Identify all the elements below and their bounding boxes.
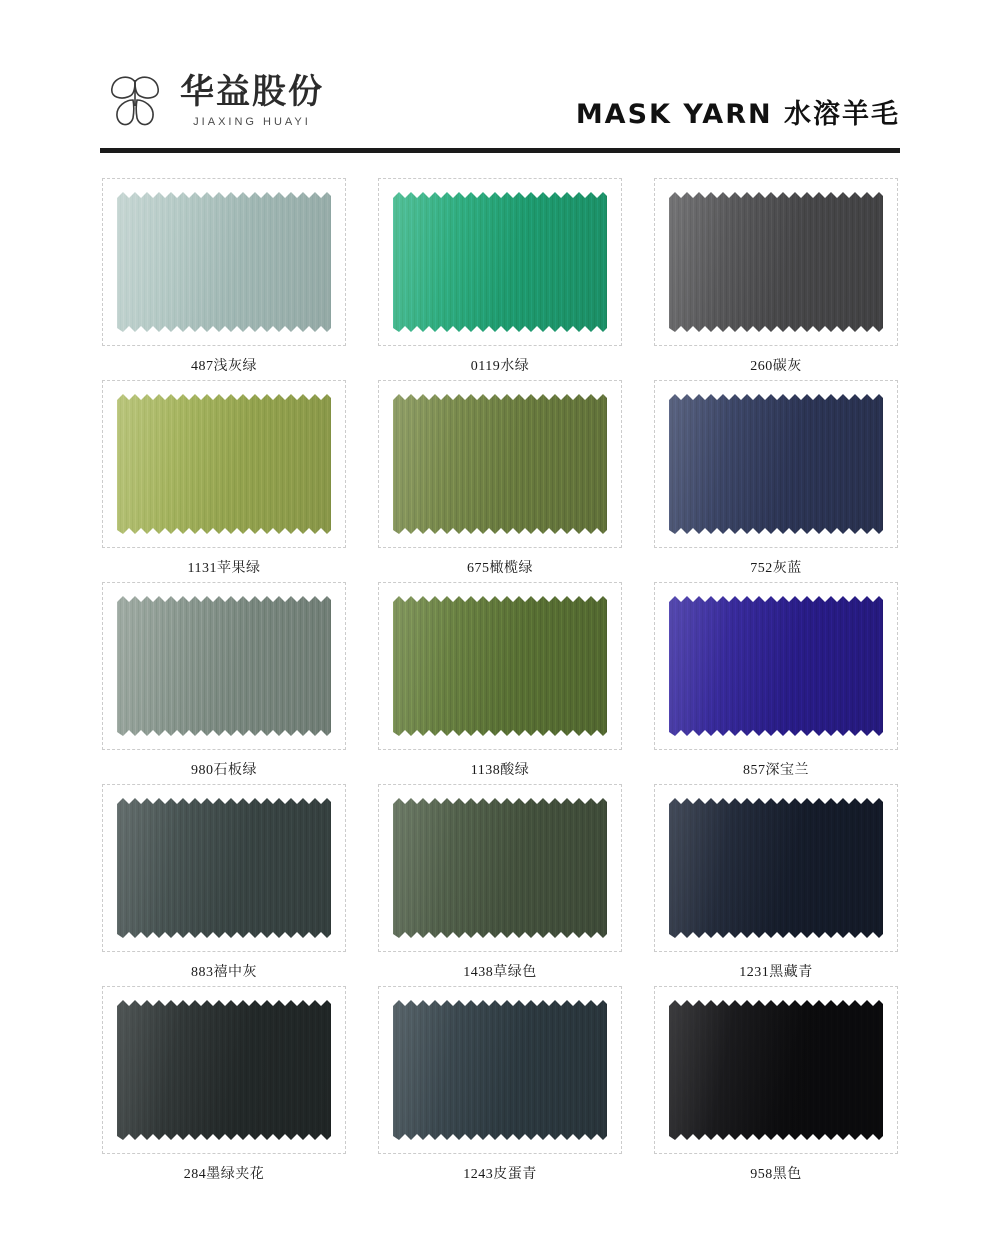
swatch-frame [654,784,898,952]
swatch-cell[interactable] [86,380,362,582]
swatch-sheen [669,394,883,534]
swatch-color [669,394,883,534]
swatch-color [117,192,331,332]
fabric-swatch[interactable] [117,394,331,534]
swatch-cell[interactable] [86,178,362,380]
swatch-sheen [393,1000,607,1140]
fabric-swatch[interactable] [117,798,331,938]
swatch-frame [102,178,346,346]
fabric-swatch[interactable] [669,798,883,938]
swatch-color [393,596,607,736]
fabric-swatch[interactable] [393,596,607,736]
brand-wordmark [180,76,324,128]
swatch-sheen [393,798,607,938]
swatch-cell[interactable] [362,784,638,986]
swatch-color [393,394,607,534]
swatch-label: 1131苹果绿 [187,561,261,576]
swatch-frame [654,178,898,346]
swatch-frame [102,784,346,952]
fabric-swatch[interactable] [393,798,607,938]
swatch-sheen [669,192,883,332]
swatch-sheen [393,192,607,332]
swatch-label: 883禧中灰 [191,965,257,980]
swatch-sheen [393,394,607,534]
swatch-color [117,394,331,534]
swatch-frame [378,986,622,1154]
fabric-swatch[interactable] [669,1000,883,1140]
swatch-label: 675橄榄绿 [467,561,533,576]
header-divider [100,148,900,153]
swatch-color [669,798,883,938]
swatch-frame [378,784,622,952]
fabric-swatch[interactable] [393,192,607,332]
swatch-label: 857深宝兰 [743,763,809,778]
swatch-cell[interactable] [86,986,362,1188]
fabric-swatch[interactable] [393,1000,607,1140]
swatch-cell[interactable] [638,784,914,986]
swatch-label: 1138酸绿 [470,763,530,778]
swatch-color [669,192,883,332]
swatch-sheen [117,798,331,938]
swatch-frame [654,380,898,548]
fabric-swatch[interactable] [393,394,607,534]
brand-name-en: JIAXING HUAYI [193,116,311,128]
swatch-sheen [393,596,607,736]
swatch-frame [378,178,622,346]
swatch-color [393,192,607,332]
swatch-sheen [117,192,331,332]
swatch-label: 0119水绿 [470,359,530,374]
page-header [0,0,1000,160]
swatch-cell[interactable] [362,178,638,380]
swatch-color [393,798,607,938]
swatch-cell[interactable] [86,582,362,784]
fabric-swatch[interactable] [669,394,883,534]
swatch-color [669,596,883,736]
swatch-cell[interactable] [362,986,638,1188]
brand-name-cn: 华益股份 [180,74,324,111]
fabric-swatch[interactable] [669,596,883,736]
swatch-frame [378,582,622,750]
swatch-color [393,1000,607,1140]
swatch-grid [86,178,914,1188]
fabric-swatch[interactable] [669,192,883,332]
swatch-frame [102,380,346,548]
swatch-color [117,1000,331,1140]
swatch-sheen [669,798,883,938]
swatch-cell[interactable] [638,986,914,1188]
swatch-frame [102,582,346,750]
swatch-frame [654,986,898,1154]
swatch-color [117,798,331,938]
swatch-cell[interactable] [638,380,914,582]
swatch-cell[interactable] [638,582,914,784]
swatch-sheen [669,1000,883,1140]
butterfly-logo-icon [100,72,170,132]
swatch-sheen [117,596,331,736]
swatch-cell[interactable] [638,178,914,380]
page-title: MASK YARN 水溶羊毛 [575,99,900,130]
swatch-frame [102,986,346,1154]
swatch-label: 487浅灰绿 [191,359,257,374]
swatch-label: 1243皮蛋青 [463,1167,537,1182]
swatch-cell[interactable] [86,784,362,986]
fabric-swatch[interactable] [117,596,331,736]
swatch-label: 958黑色 [750,1167,802,1182]
swatch-label: 752灰蓝 [750,561,802,576]
swatch-label: 260碳灰 [750,359,802,374]
swatch-label: 1438草绿色 [463,965,537,980]
swatch-label: 284墨绿夹花 [183,1167,265,1182]
swatch-frame [654,582,898,750]
swatch-label: 980石板绿 [191,763,257,778]
fabric-swatch[interactable] [117,1000,331,1140]
fabric-swatch[interactable] [117,192,331,332]
swatch-sheen [669,596,883,736]
swatch-cell[interactable] [362,582,638,784]
swatch-label: 1231黑藏青 [739,965,813,980]
swatch-color [669,1000,883,1140]
brand-logo [100,72,324,132]
swatch-sheen [117,394,331,534]
swatch-color [117,596,331,736]
swatch-cell[interactable] [362,380,638,582]
swatch-sheen [117,1000,331,1140]
swatch-frame [378,380,622,548]
